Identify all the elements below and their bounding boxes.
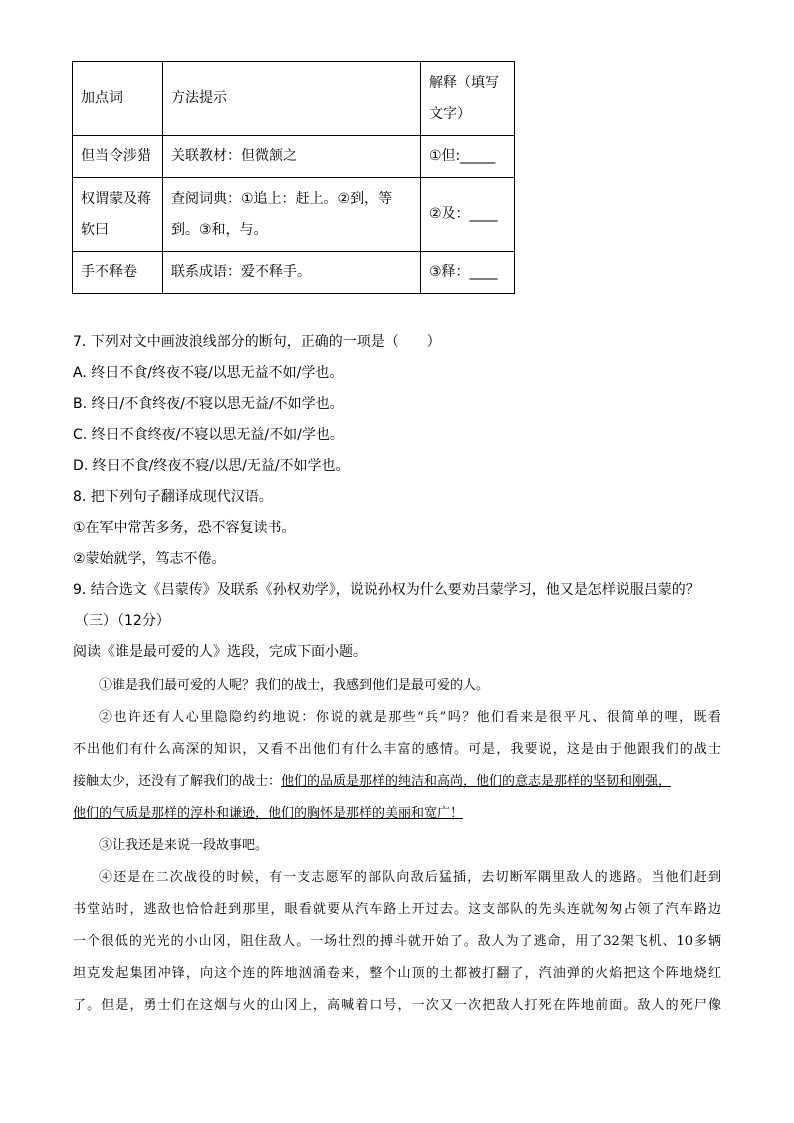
passage-paragraph-4-line: ④还是在二次战役的时候，有一支志愿军的部队向敌后猛插，去切断军隅里敌人的逃路。当他们赶到 (99, 870, 721, 885)
table-header-cell-line: 解释（填写 (429, 74, 499, 91)
passage-paragraph-4-line: 了。但是，勇士们在这烟与火的山冈上，高喊着口号，一次又一次把敌人打死在阵地前面。敌人的死尸像 (73, 998, 721, 1013)
table-cell-word (73, 178, 163, 252)
table-cell-method: 联系成语：爱不释手。 (163, 252, 421, 294)
table-cell-line: 查阅词典：①追上：赶上。②到，等 (171, 190, 393, 207)
question-8-stem: 8. 把下列句子翻译成现代汉语。 (73, 489, 273, 505)
table-header-cell: 方法提示 (163, 62, 421, 136)
table-cell-answer: ①但:_____ (421, 136, 515, 178)
option-c: C. 终日不食终夜/不寝以思无益/不如/学也。 (73, 427, 344, 443)
question-8-item: ②蒙始就学，笃志不倦。 (73, 551, 226, 567)
table-row (73, 252, 515, 294)
passage-paragraph-3: ③让我还是来说一段故事吧。 (99, 838, 269, 853)
option-b: B. 终日/不食终夜/不寝以思无益/不如学也。 (73, 396, 344, 412)
table-cell-method (163, 178, 421, 252)
passage-paragraph-4-line: 一个很低的光光的小山冈，阻住敌人。一场壮烈的搏斗就开始了。敌人为了逃命，用了32架飞机、10多辆 (73, 934, 721, 949)
passage-paragraph-1: ①谁是我们最可爱的人呢？我们的战士，我感到他们是最可爱的人。 (99, 678, 490, 693)
table-header-cell (421, 62, 515, 136)
table-row (73, 136, 515, 178)
section-intro: 阅读《谁是最可爱的人》选段，完成下面小题。 (73, 644, 367, 660)
table-row (73, 178, 515, 252)
passage-text: 接触太少，还没有了解我们的战士： (73, 774, 282, 789)
table-cell-line: 到。③和，与。 (171, 221, 268, 238)
table-cell-word: 但当令涉猎 (73, 136, 163, 178)
option-d: D. 终日不食/终夜不寝/以思/无益/不如学也。 (73, 458, 350, 474)
table-cell-answer: ②及：____ (421, 178, 515, 252)
passage-paragraph-4-line: 坦克发起集团冲锋，向这个连的阵地汹涌卷来，整个山顶的土都被打翻了，汽油弹的火焰把这个阵地烧红 (73, 966, 721, 981)
section-heading: （三）（12分） (75, 613, 170, 629)
table-cell-method: 关联教材：但微颔之 (163, 136, 421, 178)
wavy-underlined-text: 他们的品质是那样的纯洁和高尚，他们的意志是那样的坚韧和刚强， (281, 774, 672, 789)
wavy-underlined-text: 他们的气质是那样的淳朴和谦逊，他们的胸怀是那样的美丽和宽广！ (73, 806, 464, 821)
table-cell-line: 软曰 (81, 221, 109, 238)
table-cell-word: 手不释卷 (73, 252, 163, 294)
question-8-item: ①在军中常苦多务，恐不容复读书。 (73, 520, 296, 536)
table-header-cell: 加点词 (73, 62, 163, 136)
table-cell-line: 权谓蒙及蒋 (81, 190, 151, 207)
vocab-table (72, 61, 515, 294)
passage-paragraph-2-line: ②也许还有人心里隐隐约约地说：你说的就是那些“兵”吗？他们看来是很平凡、很简单的哩，既看 (99, 710, 721, 725)
passage-paragraph-2-line: 不出他们有什么高深的知识，又看不出他们有什么丰富的感情。可是，我要说，这是由于他跟我们的战士 (73, 742, 721, 757)
question-9-stem: 9. 结合选文《吕蒙传》及联系《孙权劝学》，说说孙权为什么要劝吕蒙学习，他又是怎样说服吕蒙的？ (73, 582, 700, 598)
table-header-row (73, 62, 515, 136)
question-7-stem: 7. 下列对文中画波浪线部分的断句，正确的一项是（ ） (73, 334, 441, 350)
table-header-cell-line: 文字） (429, 105, 471, 122)
passage-paragraph-4-line: 书堂站时，逃敌也恰恰赶到那里，眼看就要从汽车路上开过去。这支部队的先头连就匆匆占领了汽车路边 (73, 902, 721, 917)
option-a: A. 终日不食/终夜不寝/以思无益不如/学也。 (73, 365, 344, 381)
table-cell-answer: ③释：____ (421, 252, 515, 294)
passage-paragraph-2-line (73, 770, 671, 789)
